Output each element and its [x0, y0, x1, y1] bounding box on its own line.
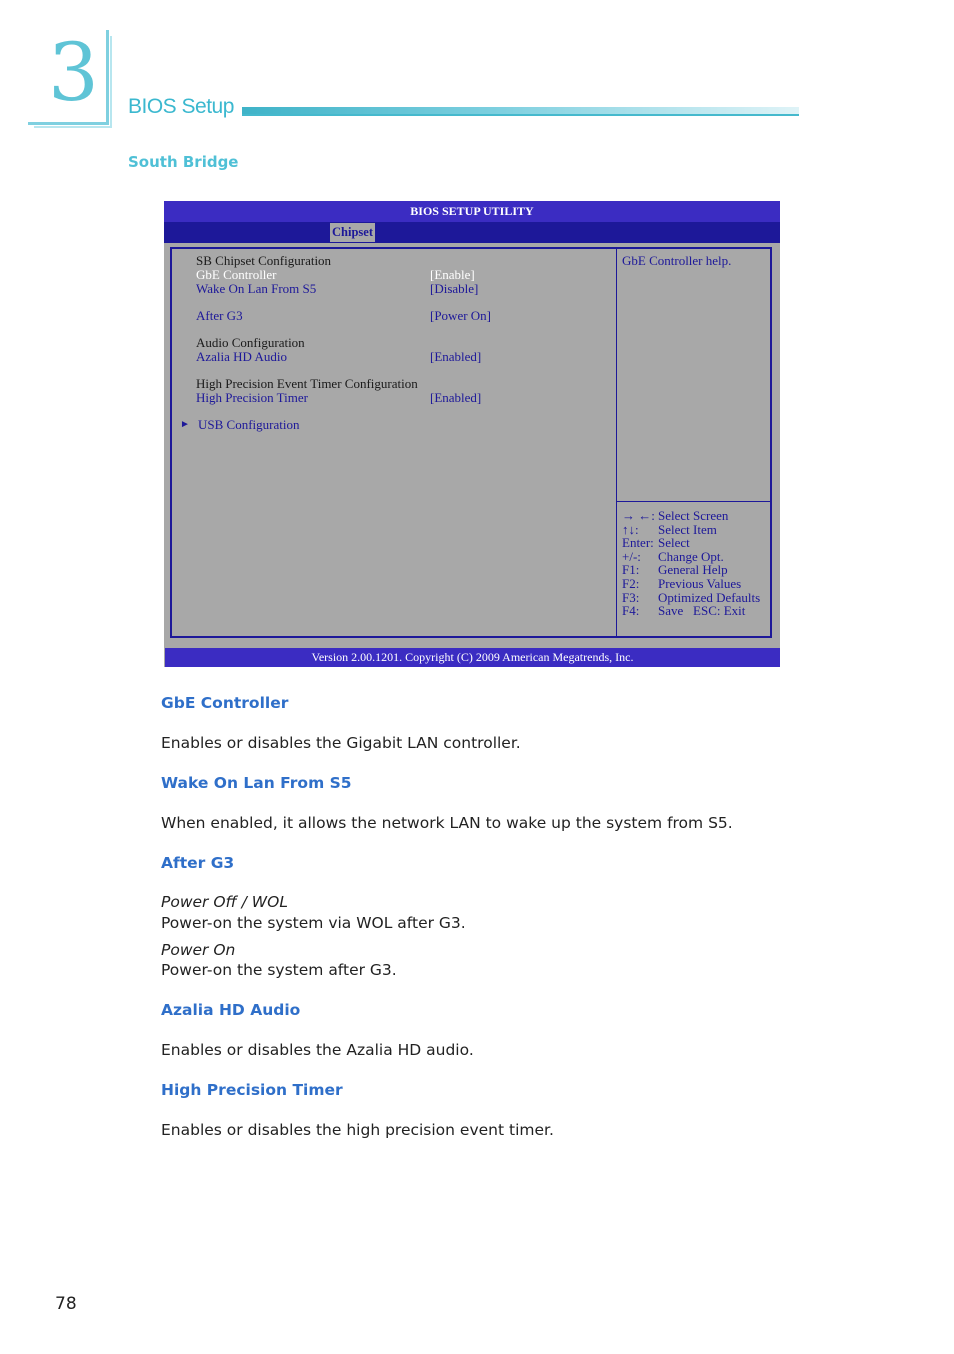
key-name: F1: [622, 562, 640, 578]
wol-description: When enabled, it allows the network LAN to wake up the system from S5. [161, 814, 733, 832]
key-name: → ←: [622, 508, 655, 523]
azalia-description: Enables or disables the Azalia HD audio. [161, 1041, 474, 1059]
key-desc: Optimized Defaults [658, 589, 761, 605]
bios-title-bar: BIOS SETUP UTILITY [164, 201, 780, 222]
bios-help-divider [617, 501, 770, 502]
wol-value[interactable]: [Disable] [430, 281, 479, 296]
hpet-heading: High Precision Timer [161, 1081, 343, 1099]
after-g3-value[interactable]: [Power On] [430, 308, 492, 323]
hpet-value[interactable]: [Enabled] [430, 390, 482, 405]
hpet-description: Enables or disables the high precision event timer. [161, 1121, 554, 1139]
submenu-arrow-icon: ► [180, 419, 190, 430]
key-desc: General Help [658, 562, 728, 578]
key-name: +/-: [622, 548, 641, 564]
page-number: 78 [55, 1294, 77, 1314]
gbe-controller-value[interactable]: [Enable] [430, 267, 475, 282]
wol-label[interactable]: Wake On Lan From S5 [196, 281, 317, 296]
sb-config-heading: SB Chipset Configuration [196, 253, 332, 268]
chapter-number: 3 [48, 26, 99, 119]
hpet-label[interactable]: High Precision Timer [196, 390, 308, 405]
key-name: F2: [622, 575, 640, 591]
key-name: ↑↓: [622, 521, 639, 537]
bios-footer: Version 2.00.1201. Copyright (C) 2009 American Megatrends, Inc. [165, 648, 780, 667]
bios-main-frame [170, 247, 772, 638]
tab-chipset[interactable]: Chipset [330, 223, 375, 242]
gbe-description: Enables or disables the Gigabit LAN controller. [161, 734, 521, 752]
key-desc: Select [658, 535, 690, 551]
azalia-heading: Azalia HD Audio [161, 1001, 301, 1019]
usb-config-link[interactable]: USB Configuration [198, 417, 300, 432]
gbe-heading: GbE Controller [161, 694, 289, 712]
key-desc: Change Opt. [658, 548, 724, 564]
azalia-value[interactable]: [Enabled] [430, 349, 482, 364]
key-name: F3: [622, 589, 640, 605]
audio-config-heading: Audio Configuration [196, 335, 305, 350]
after-g3-option-1: Power Off / WOL [161, 893, 288, 911]
chapter-bar-line [242, 114, 799, 116]
bios-tab-bar [164, 222, 780, 243]
wol-heading: Wake On Lan From S5 [161, 774, 352, 792]
bios-divider [616, 249, 617, 636]
after-g3-option-1-text: Power-on the system via WOL after G3. [161, 914, 466, 932]
bios-screen [164, 201, 780, 667]
after-g3-option-2: Power On [161, 941, 236, 959]
key-name: Enter: [622, 535, 654, 551]
after-g3-label[interactable]: After G3 [196, 308, 243, 323]
gbe-controller-label[interactable]: GbE Controller [196, 267, 277, 282]
azalia-label[interactable]: Azalia HD Audio [196, 349, 287, 364]
hpet-config-heading: High Precision Event Timer Configuration [196, 376, 418, 391]
after-g3-heading: After G3 [161, 854, 235, 872]
key-name: F4: [622, 603, 640, 619]
bios-help-text: GbE Controller help. [622, 253, 732, 268]
key-desc: Select Screen [658, 508, 729, 523]
section-title: South Bridge [128, 153, 239, 171]
key-desc: Save ESC: Exit [658, 603, 746, 619]
key-desc: Select Item [658, 521, 717, 537]
key-desc: Previous Values [658, 575, 742, 591]
chapter-title: BIOS Setup [128, 95, 234, 118]
after-g3-option-2-text: Power-on the system after G3. [161, 961, 397, 979]
